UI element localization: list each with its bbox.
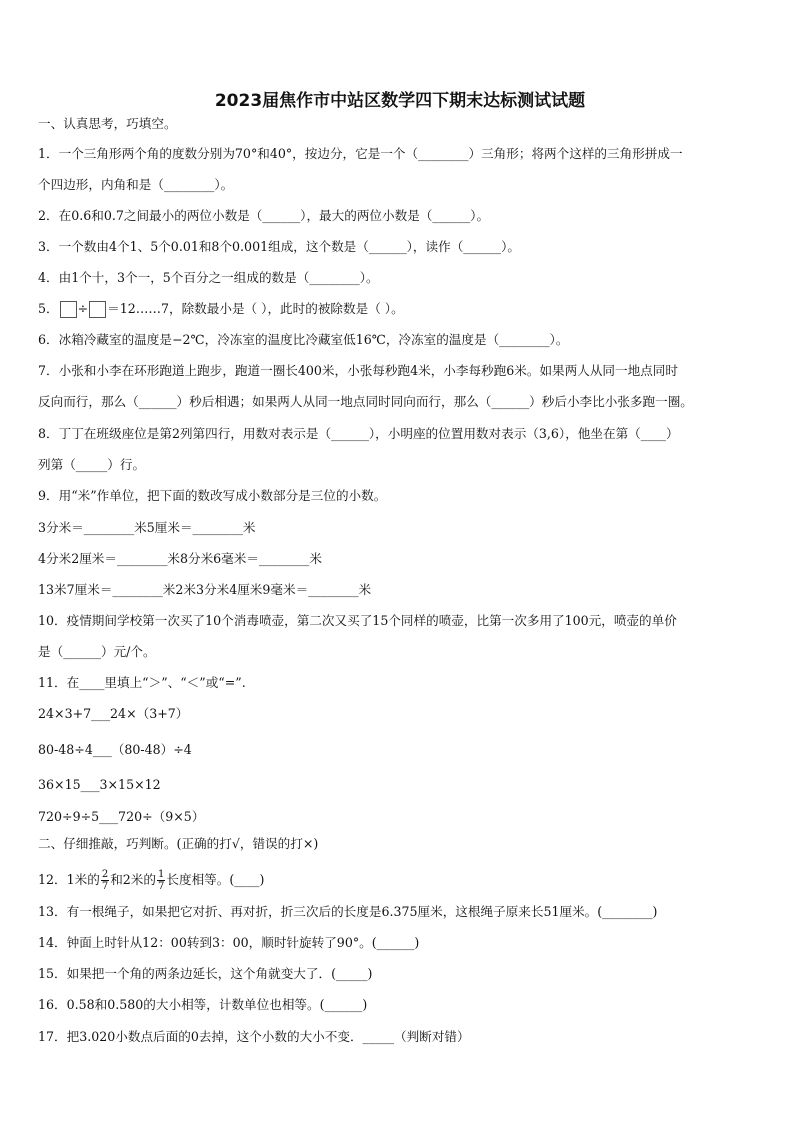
q12-part-a: 12．1米的	[38, 872, 100, 887]
line-text: 3分米＝________米5厘米＝________米	[38, 520, 256, 535]
question-line	[38, 613, 677, 629]
question-line	[38, 332, 568, 348]
line-text: 13米7厘米＝________米2米3分米4厘米9毫米＝________米	[38, 582, 372, 597]
line-text: 80-48÷4___（80-48）÷4	[38, 742, 192, 757]
fraction-numerator: 2	[101, 869, 109, 880]
line-text: 8．丁丁在班级座位是第2列第四行，用数对表示是（______），小明座的位置用数对表示（3,6），他坐在第（____）	[38, 426, 679, 441]
question-line	[38, 177, 233, 193]
question-line	[38, 742, 192, 758]
line-text: 1．一个三角形两个角的度数分别为70°和40°，按边分，它是一个（________）三角形；将两个这样的三角形拼成一	[38, 146, 683, 161]
question-line	[38, 363, 678, 379]
exam-page	[38, 86, 762, 1044]
line-text: 6．冰箱冷藏室的温度是−2℃，冷冻室的温度比冷藏室低16℃，冷冻室的温度是（________）。	[38, 332, 569, 347]
line-text: 17．把3.020小数点后面的0去掉，这个小数的大小不变．_____（判断对错）	[38, 1029, 470, 1044]
line-text: 15．如果把一个角的两条边延长，这个角就变大了．(_____)	[38, 966, 373, 981]
line-text: 16．0.58和0.580的大小相等，计数单位也相等。(______)	[38, 997, 368, 1012]
question-line	[38, 706, 188, 722]
question-line	[38, 270, 379, 286]
question-line	[38, 836, 318, 852]
question-line	[38, 426, 679, 442]
line-text: 4分米2厘米＝________米8分米6毫米＝________米	[38, 551, 322, 566]
question-line	[38, 116, 177, 132]
line-text: 13．有一根绳子，如果把它对折、再对折，折三次后的长度是6.375厘米，这根绳子原来长51厘米。(________)	[38, 904, 658, 919]
line-text: 720÷9÷5___720÷（9×5）	[38, 809, 205, 824]
question-line	[38, 675, 246, 691]
question-line	[38, 966, 372, 982]
question-line	[38, 777, 161, 793]
line-text: 11．在____里填上“＞”、“＜”或“=”.	[38, 675, 246, 690]
question-line	[38, 1029, 470, 1045]
question-line	[38, 488, 386, 504]
fraction-2-7	[101, 869, 109, 892]
fraction-denominator: 7	[158, 881, 165, 892]
line-text: 10．疫情期间学校第一次买了10个消毒喷壶，第二次又买了15个同样的喷壶，比第一次多用了100元，喷壶的单价	[38, 613, 677, 628]
line-text: 24×3+7___24×（3+7）	[38, 706, 189, 721]
line-text: 14．钟面上时针从12：00转到3：00，顺时针旋转了90°。(______)	[38, 935, 420, 950]
question-line	[38, 551, 322, 567]
q12-part-c: 长度相等。(____)	[166, 872, 265, 887]
line-text: 9．用“米”作单位，把下面的数改写成小数部分是三位的小数。	[38, 488, 387, 503]
line-text: 36×15___3×15×12	[38, 777, 161, 792]
line-text: 4．由1个十，3个一，5个百分之一组成的数是（________）。	[38, 270, 379, 285]
line-text: 是（______）元/个。	[38, 644, 156, 659]
line-text: 7．小张和小李在环形跑道上跑步，跑道一圈长400米，小张每秒跑4米，小李每秒跑6米。如果两人从同一地点同时	[38, 363, 678, 378]
question-line	[38, 809, 204, 825]
fraction-1-7	[157, 869, 165, 892]
question-line	[38, 997, 367, 1013]
question-12	[38, 869, 264, 892]
page-title: 2023届焦作市中站区数学四下期末达标测试试题	[214, 91, 586, 111]
line-text: 反向而行，那么（______）秒后相遇；如果两人从同一地点同时同向而行，那么（______）秒后小李比小张多跑一圈。	[38, 394, 693, 409]
question-line	[38, 904, 657, 920]
q5-text: ＝12……7，除数最小是（ ），此时的被除数是（ ）。	[107, 301, 404, 316]
dividend-box[interactable]	[60, 301, 77, 318]
line-text: 3．一个数由4个1、5个0.01和8个0.001组成，这个数是（______），读作（______）。	[38, 239, 520, 254]
question-line	[38, 582, 371, 598]
question-line	[38, 520, 256, 536]
question-line	[38, 935, 419, 951]
question-line	[38, 146, 683, 162]
line-text: 个四边形，内角和是（________）。	[38, 177, 234, 192]
line-text: 一、认真思考，巧填空。	[38, 116, 177, 131]
line-text: 二、仔细推敲，巧判断。(正确的打√，错误的打×)	[38, 836, 319, 851]
fraction-numerator: 1	[158, 869, 165, 880]
divide-sign: ÷	[77, 301, 89, 316]
line-text: 2．在0.6和0.7之间最小的两位小数是（______），最大的两位小数是（______）。	[38, 208, 490, 223]
question-line	[38, 457, 145, 473]
fraction-denominator: 7	[101, 881, 109, 892]
q12-part-b: 和2米的	[110, 872, 156, 887]
question-line	[38, 394, 693, 410]
question-line	[38, 644, 156, 660]
divisor-box[interactable]	[89, 301, 106, 318]
question-line	[38, 208, 489, 224]
line-text: 列第（_____）行。	[38, 457, 146, 472]
question-5	[38, 301, 404, 318]
question-line	[38, 239, 520, 255]
q5-number: 5．	[38, 301, 59, 316]
